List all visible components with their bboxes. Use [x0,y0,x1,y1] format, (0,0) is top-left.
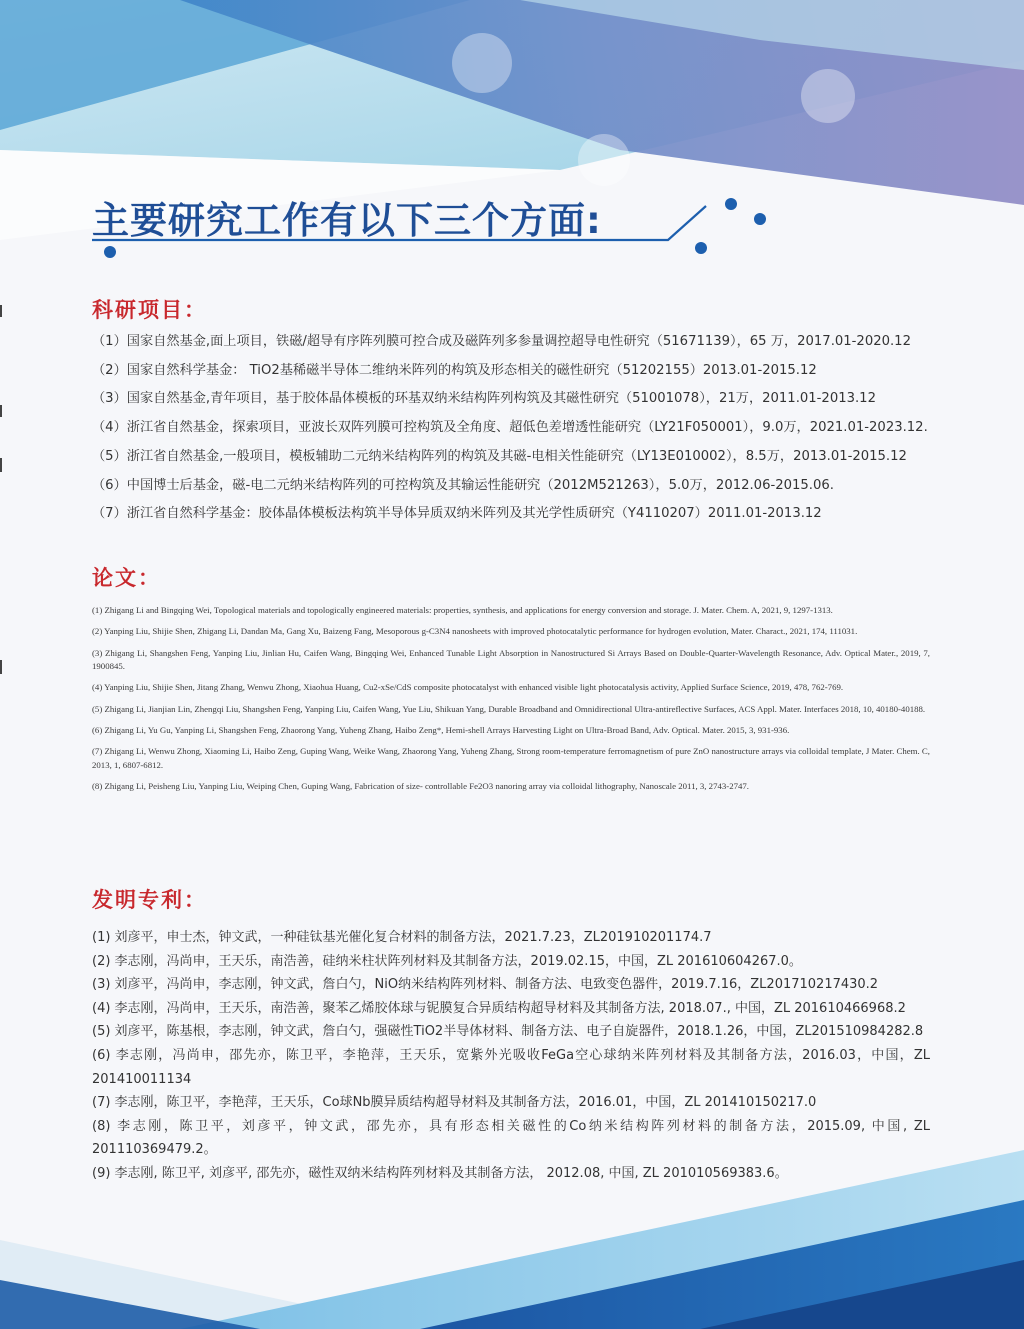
list-item: (2) Yanping Liu, Shijie Shen, Zhigang Li, Dandan Ma, Gang Xu, Baizeng Fang, Mesoporous g-C3N4 nanosheets with improved photocatalytic performance for hydrogen evolution, Mater. Charact., 2021, 174, 111031. [92,626,858,637]
list-item: （3）国家自然基金,青年项目，基于胶体晶体模板的环基双纳米结构阵列构筑及其磁性研究（51001078），21万，2011.01-2013.12 [92,391,876,407]
list-item: (5) 刘彦平，陈基根，李志刚，钟文武，詹白勺，强磁性TiO2半导体材料、制备方法、电子自旋器件，2018.1.26，中国，ZL201510984282.8 [92,1024,924,1040]
papers-list [92,604,930,801]
list-item: (1) Zhigang Li and Bingqing Wei, Topological materials and topologically engineered materials: properties, synthesis, and applications for energy conversion and storage. J. Mater. Chem. A, 2021, 9, 1297-1313. [92,605,833,615]
list-item: （1）国家自然基金,面上项目，铁磁/超导有序阵列膜可控合成及磁阵列多参量调控超导电性研究（51671139），65 万，2017.01-2020.12 [92,334,911,349]
list-item: （6）中国博士后基金，磁-电二元纳米结构阵列的可控构筑及其输运性能研究（2012M521263），5.0万，2012.06-2015.06. [92,477,834,493]
list-item: (4) 李志刚，冯尚申，王天乐，南浩善，聚苯乙烯胶体球与铌膜复合异质结构超导材料及其制备方法, 2018.07., 中国，ZL 201610466968.2 [92,1000,906,1016]
list-item: （2）国家自然科学基金： TiO2基稀磁半导体二维纳米阵列的构筑及形态相关的磁性研究（51202155）2013.01-2015.12 [92,362,817,378]
list-item: (8) Zhigang Li, Peisheng Liu, Yanping Liu, Weiping Chen, Guping Wang, Fabrication of size- controllable Fe2O3 nanoring array via colloidal lithography, Nanoscale 2011, 3, 2743-2747. [92,781,749,792]
list-item: （4）浙江省自然基金，探索项目，亚波长双阵列膜可控构筑及全角度、超低色差增透性能研究（LY21F050001），9.0万，2021.01-2023.12. [92,420,928,436]
papers-heading: 论文： [92,566,161,590]
list-item: (4) Yanping Liu, Shijie Shen, Jitang Zhang, Wenwu Zhong, Xiaohua Huang, Cu2-xSe/CdS composite photocatalyst with enhanced visible light photocatalysis activity, Applied Surface Science, 2019, 478, 762-769. [92,682,844,693]
patents-heading: 发明专利： [92,888,207,912]
list-item: (1) 刘彦平，申士杰，钟文武，一种硅钛基光催化复合材料的制备方法，2021.7.23，ZL201910201174.7 [92,930,712,945]
list-item: (8) 李志刚，陈卫平，刘彦平，钟文武，邵先亦，具有形态相关磁性的Co纳米结构阵列材料的制备方法，2015.09, 中国, ZL 201110369479.2。 [92,1118,930,1158]
list-item: (3) 刘彦平，冯尚申，李志刚，钟文武，詹白勺，NiO纳米结构阵列材料、制备方法、电致变色器件，2019.7.16，ZL201710217430.2 [92,977,879,993]
list-item: (6) Zhigang Li, Yu Gu, Yanping Li, Shangshen Feng, Zhaorong Yang, Yuheng Zhang, Haibo Zeng*, Hemi-shell Arrays Harvesting Light on Ultra-Broad Band, Adv. Optical. Mater. 2015, 3, 931-936. [92,724,790,735]
list-item: (5) Zhigang Li, Jianjian Lin, Zhengqi Liu, Shangshen Feng, Yanping Liu, Caifen Wang, Yue Liu, Shikuan Yang, Durable Broadband and Omnidirectional Ultra-antireflective Surfaces, ACS Appl. Mater. Interfaces 2018, 10, 40180-40188. [92,703,926,714]
page-title: 主要研究工作有以下三个方面: [92,199,602,242]
list-item: （7）浙江省自然科学基金：胶体晶体模板法构筑半导体异质双纳米阵列及其光学性质研究（Y4110207）2011.01-2013.12 [92,506,822,522]
list-item: (2) 李志刚，冯尚申，王天乐，南浩善，硅纳米柱状阵列材料及其制备方法，2019.02.15，中国，ZL 201610604267.0。 [92,953,802,969]
projects-list [92,328,928,529]
list-item: (3) Zhigang Li, Shangshen Feng, Yanping Liu, Jinlian Hu, Caifen Wang, Bingqing Wei, Enhanced Tunable Light Absorption in Nanostructured Si Arrays Based on Double-Quarter-Wavelength Resonance, Adv. Optical Mater., 2019, 7, 1900845. [92,647,930,672]
list-item: （5）浙江省自然基金,一般项目，模板辅助二元纳米结构阵列的构筑及其磁-电相关性能研究（LY13E010002），8.5万，2013.01-2015.12 [92,448,907,464]
list-item: (7) 李志刚，陈卫平，李艳萍，王天乐，Co球Nb膜异质结构超导材料及其制备方法，2016.01，中国，ZL 201410150217.0 [92,1095,817,1111]
patents-list [92,926,930,1186]
list-item: (7) Zhigang Li, Wenwu Zhong, Xiaoming Li, Haibo Zeng, Guping Wang, Weike Wang, Zhaorong Yang, Yuheng Zhang, Strong room-temperature ferromagnetism of pure ZnO nanostructure arrays via colloidal template, J Mater. Chem. C, 2013, 1, 6807-6812. [92,746,930,770]
list-item: (6) 李志刚，冯尚申，邵先亦，陈卫平，李艳萍，王天乐，宽紫外光吸收FeGa空心球纳米阵列材料及其制备方法，2016.03，中国，ZL 201410011134 [92,1047,930,1087]
list-item: (9) 李志刚, 陈卫平, 刘彦平, 邵先亦，磁性双纳米结构阵列材料及其制备方法， 2012.08, 中国, ZL 201010569383.6。 [92,1165,788,1181]
projects-heading: 科研项目： [92,298,207,322]
